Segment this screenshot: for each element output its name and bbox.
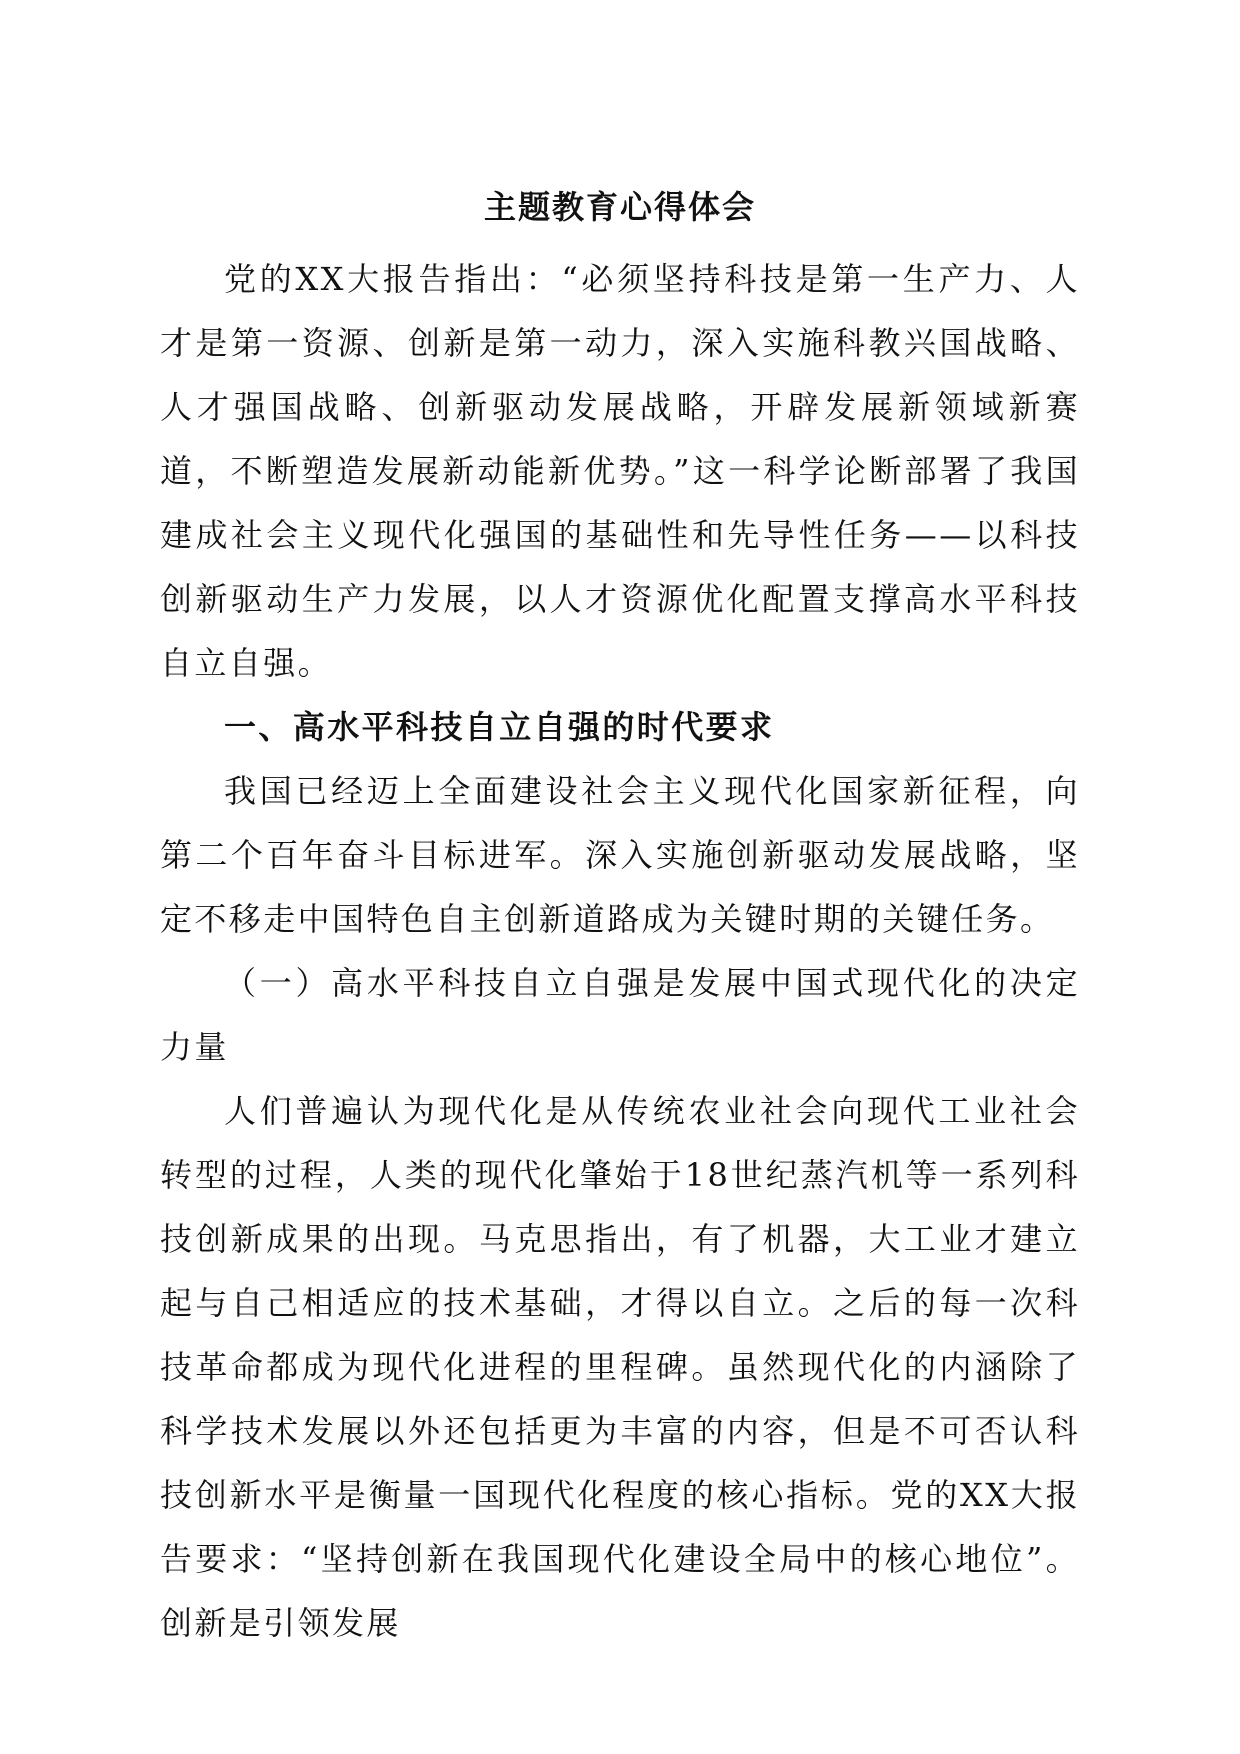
document-body xyxy=(160,187,1080,1655)
subsection-heading-1: （一）高水平科技自立自强是发展中国式现代化的决定力量 xyxy=(160,964,1080,1066)
paragraph-subsection-1: 人们普遍认为现代化是从传统农业社会向现代工业社会转型的过程，人类的现代化肇始于18世纪蒸汽机等一系列科技创新成果的出现。马克思指出，有了机器，大工业才建立起与自己相适应的技术基础，才得以自立。之后的每一次科技革命都成为现代化进程的里程碑。虽然现代化的内涵除了科学技术发展以外还包括更为丰富的内容，但是不可否认科技创新水平是衡量一国现代化程度的核心指标。党的XX大报告要求：“坚持创新在我国现代化建设全局中的核心地位”。创新是引领发展 xyxy=(160,1092,1080,1642)
paragraph-intro: 党的XX大报告指出：“必须坚持科技是第一生产力、人才是第一资源、创新是第一动力，深入实施科教兴国战略、人才强国战略、创新驱动发展战略，开辟发展新领域新赛道，不断塑造发展新动能新优势。”这一科学论断部署了我国建成社会主义现代化强国的基础性和先导性任务——以科技创新驱动生产力发展，以人才资源优化配置支撑高水平科技自立自强。 xyxy=(160,260,1080,682)
document-title: 主题教育心得体会 xyxy=(483,188,756,226)
section-heading-1: 一、高水平科技自立自强的时代要求 xyxy=(224,708,775,746)
paragraph-section-1: 我国已经迈上全面建设社会主义现代化国家新征程，向第二个百年奋斗目标进军。深入实施创新驱动发展战略，坚定不移走中国特色自主创新道路成为关键时期的关键任务。 xyxy=(160,772,1080,938)
